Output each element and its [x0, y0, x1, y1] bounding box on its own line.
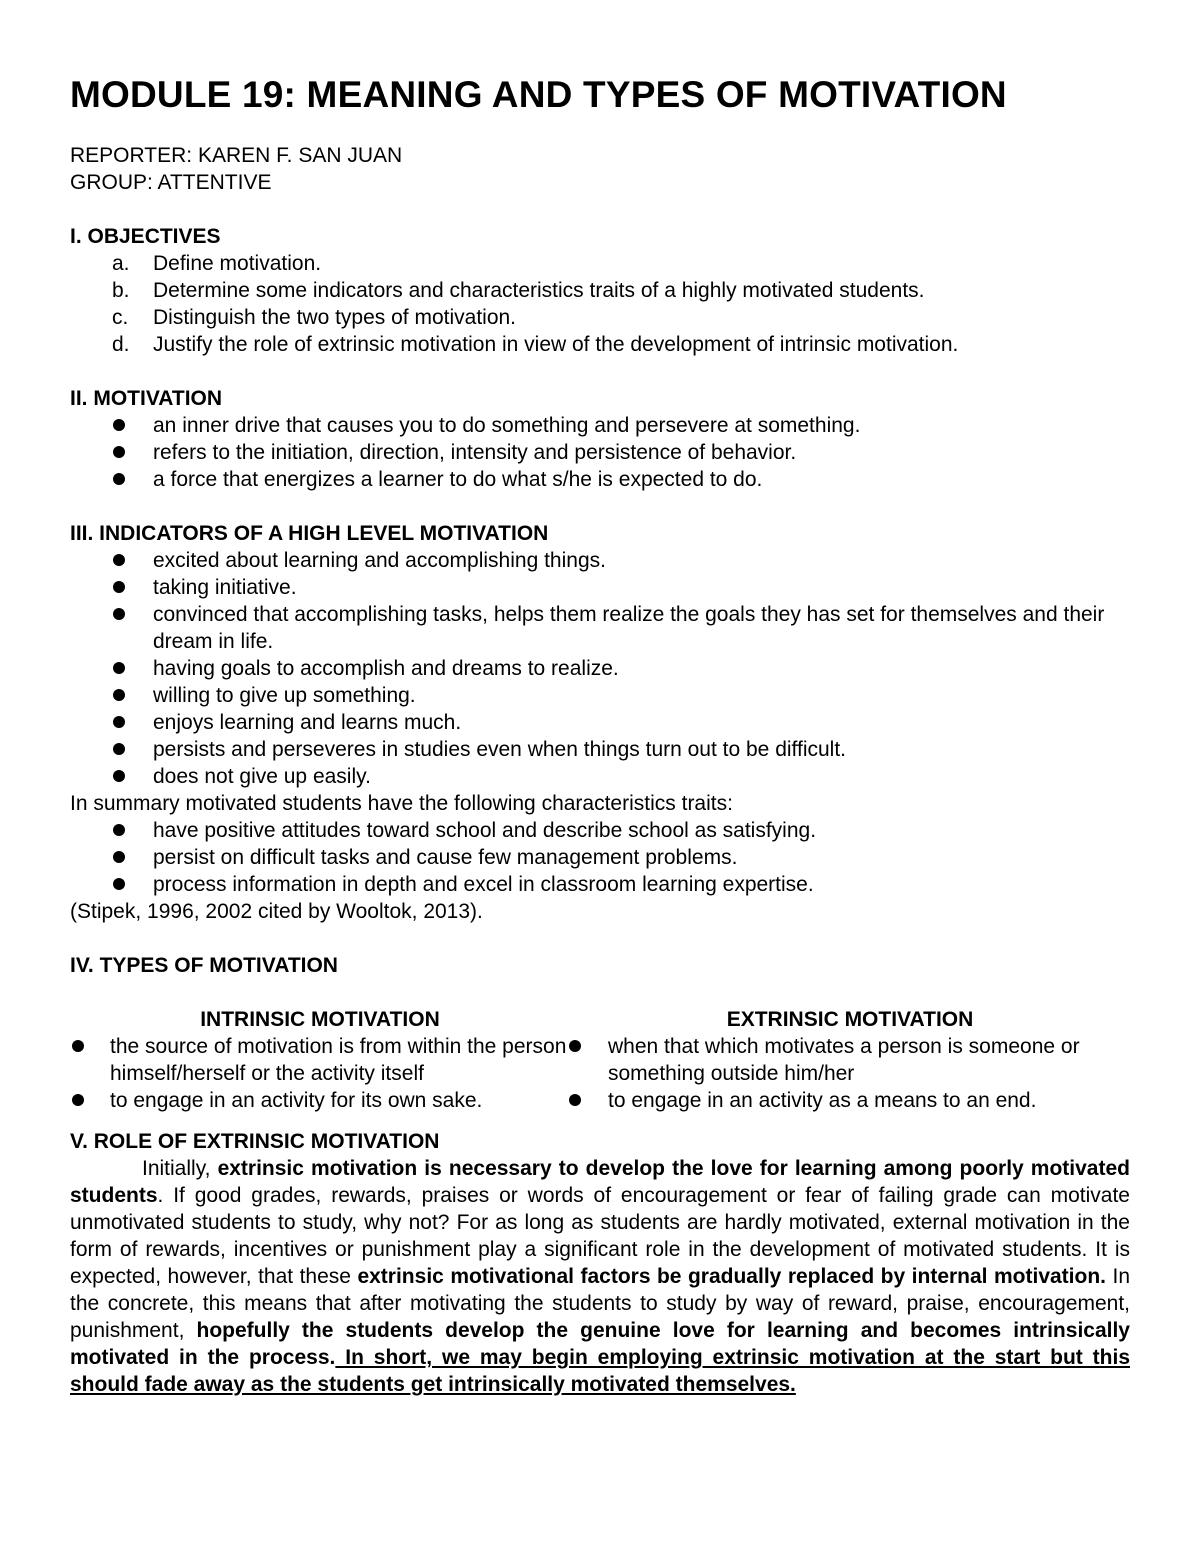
- bullet-icon: [113, 473, 125, 485]
- item-text: willing to give up something.: [153, 684, 416, 707]
- list-item: [70, 547, 1130, 574]
- list-item: [70, 736, 1130, 763]
- item-text: Justify the role of extrinsic motivation in view of the development of intrinsic motivation.: [153, 333, 959, 356]
- bullet-icon: [113, 689, 125, 701]
- list-item: [70, 250, 1130, 277]
- types-heading: IV. TYPES OF MOTIVATION: [70, 954, 338, 977]
- list-item: [70, 466, 1130, 493]
- list-item: [70, 574, 1130, 601]
- bullet-icon: [113, 770, 125, 782]
- list-item: [70, 871, 1130, 898]
- list-item: [70, 1033, 570, 1087]
- list-item: [70, 763, 1130, 790]
- item-text: Distinguish the two types of motivation.: [153, 306, 517, 329]
- list-item: [70, 439, 1130, 466]
- item-text: excited about learning and accomplishing things.: [153, 549, 606, 572]
- motivation-heading: II. MOTIVATION: [70, 387, 223, 410]
- bold-run: hopefully the students develop the genuine love for learning and becomes intrinsically motivated in the process.: [70, 1319, 1130, 1369]
- item-text: an inner drive that causes you to do something and persevere at something.: [153, 414, 861, 437]
- item-text: refers to the initiation, direction, intensity and persistence of behavior.: [153, 441, 797, 464]
- document-page: [70, 72, 1130, 1398]
- bullet-icon: [113, 662, 125, 674]
- item-text: taking initiative.: [153, 576, 297, 599]
- list-item: [70, 655, 1130, 682]
- item-text: process information in depth and excel in classroom learning expertise.: [153, 873, 814, 896]
- bullet-icon: [113, 824, 125, 836]
- extrinsic-column: [570, 1006, 1130, 1114]
- list-item: [570, 1033, 1130, 1087]
- list-item: [70, 709, 1130, 736]
- summary-list: [70, 817, 1130, 898]
- bullet-icon: [113, 716, 125, 728]
- bold-run: extrinsic motivational factors be gradually replaced by internal motivation.: [357, 1265, 1106, 1288]
- text-run: . If good grades, rewards, praises or words of encouragement or fear of failing grade can motivate unmotivated students to study, why not? For as long as students are hardly motivated, external motivation in the form of rewards, incentives or punishment play a significant role in the development of motivated students. It is expected, however, that these: [70, 1184, 1130, 1288]
- list-item: [70, 601, 1130, 655]
- item-text: Determine some indicators and characteristics traits of a highly motivated students.: [153, 279, 925, 302]
- intrinsic-heading: INTRINSIC MOTIVATION: [200, 1008, 440, 1031]
- bullet-icon: [569, 1040, 581, 1052]
- page-title: MODULE 19: MEANING AND TYPES OF MOTIVATION: [70, 74, 1007, 115]
- item-text: enjoys learning and learns much.: [153, 711, 462, 734]
- list-item: [70, 304, 1130, 331]
- item-text: persist on difficult tasks and cause few management problems.: [153, 846, 738, 869]
- objectives-heading: I. OBJECTIVES: [70, 225, 221, 248]
- item-label: b.: [112, 279, 130, 302]
- text-run: In the concrete, this means that after motivating the students to study by way of reward, praise, encouragement, punishment,: [70, 1265, 1130, 1342]
- bullet-icon: [113, 743, 125, 755]
- extrinsic-list: [570, 1033, 1130, 1114]
- item-text: having goals to accomplish and dreams to realize.: [153, 657, 619, 680]
- list-item: [70, 412, 1130, 439]
- item-label: c.: [112, 306, 129, 329]
- item-text: convinced that accomplishing tasks, helps them realize the goals they has set for themselves and their dream in life.: [153, 603, 1105, 653]
- bullet-icon: [569, 1094, 581, 1106]
- bullet-icon: [113, 446, 125, 458]
- bullet-icon: [113, 554, 125, 566]
- list-item: [70, 817, 1130, 844]
- bullet-icon: [72, 1040, 84, 1052]
- reporter-line: REPORTER: KAREN F. SAN JUAN: [70, 144, 403, 167]
- item-text: persists and perseveres in studies even when things turn out to be difficult.: [153, 738, 847, 761]
- bullet-icon: [113, 581, 125, 593]
- summary-intro: In summary motivated students have the following characteristics traits:: [70, 792, 733, 815]
- role-paragraph: [70, 1155, 1130, 1398]
- group-line: GROUP: ATTENTIVE: [70, 171, 272, 194]
- role-heading: V. ROLE OF EXTRINSIC MOTIVATION: [70, 1130, 440, 1153]
- item-text: when that which motivates a person is someone or something outside him/her: [608, 1035, 1080, 1085]
- indicators-list: [70, 547, 1130, 790]
- item-label: d.: [112, 333, 130, 356]
- list-item: [70, 331, 1130, 358]
- list-item: [70, 1087, 570, 1114]
- item-text: have positive attitudes toward school and describe school as satisfying.: [153, 819, 817, 842]
- item-text: a force that energizes a learner to do what s/he is expected to do.: [153, 468, 763, 491]
- item-text: the source of motivation is from within the person himself/herself or the activity itself: [110, 1035, 567, 1085]
- item-text: to engage in an activity for its own sake.: [110, 1089, 483, 1112]
- item-text: does not give up easily.: [153, 765, 371, 788]
- list-item: [70, 277, 1130, 304]
- intrinsic-list: [70, 1033, 570, 1114]
- item-text: to engage in an activity as a means to an end.: [608, 1089, 1037, 1112]
- motivation-list: [70, 412, 1130, 493]
- list-item: [70, 844, 1130, 871]
- bullet-icon: [72, 1094, 84, 1106]
- list-item: [570, 1087, 1130, 1114]
- text-run: Initially,: [142, 1157, 218, 1180]
- bullet-icon: [113, 608, 125, 620]
- bullet-icon: [113, 419, 125, 431]
- intrinsic-column: [70, 1006, 570, 1114]
- types-columns: [70, 1006, 1130, 1114]
- item-label: a.: [112, 252, 130, 275]
- indicators-heading: III. INDICATORS OF A HIGH LEVEL MOTIVATION: [70, 522, 549, 545]
- extrinsic-heading: EXTRINSIC MOTIVATION: [726, 1008, 974, 1031]
- underlined-run: In short, we may begin employing extrinsic motivation at the start but this should fade away as the students get intrinsically motivated themselves.: [70, 1346, 1130, 1396]
- item-text: Define motivation.: [153, 252, 322, 275]
- bullet-icon: [113, 851, 125, 863]
- citation: (Stipek, 1996, 2002 cited by Wooltok, 2013).: [70, 900, 483, 923]
- bold-run: extrinsic motivation is necessary to develop the love for learning among poorly motivated students: [70, 1157, 1130, 1207]
- objectives-list: [70, 250, 1130, 358]
- bullet-icon: [113, 878, 125, 890]
- list-item: [70, 682, 1130, 709]
